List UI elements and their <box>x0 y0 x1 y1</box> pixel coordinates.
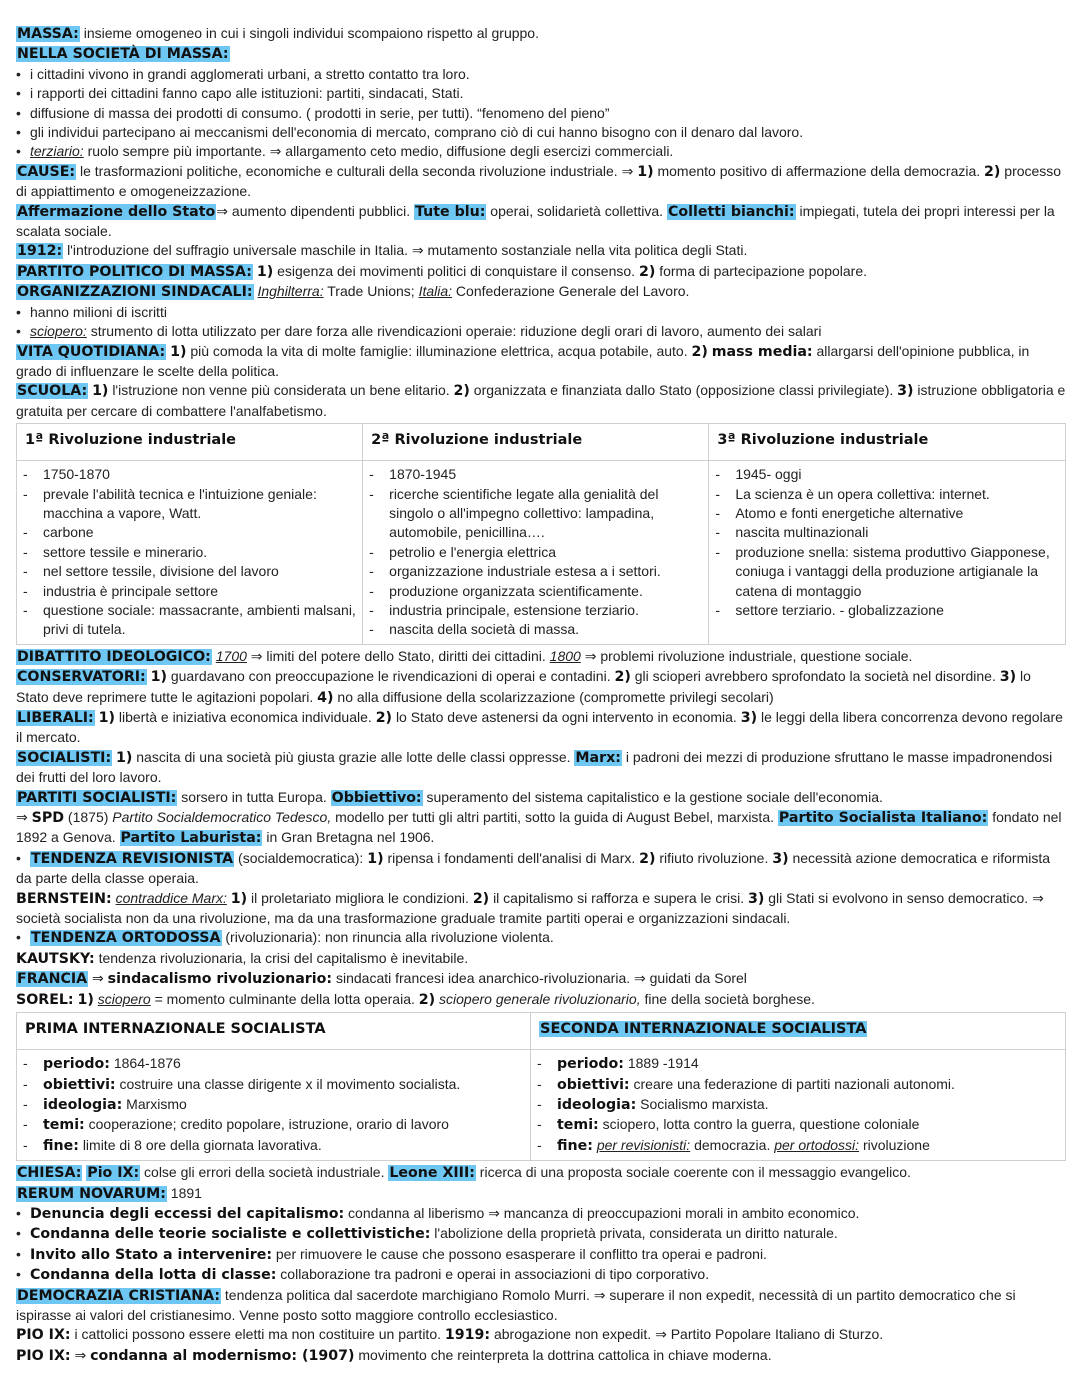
key: Condanna delle teorie socialiste e collettivistiche: <box>30 1226 431 1243</box>
header: SECONDA INTERNAZIONALE SOCIALISTA <box>540 1021 867 1038</box>
list-item: - questione sociale: massacrante, ambienti malsani, privi di tutela. <box>23 601 356 640</box>
text: i cittadini vivono in grandi agglomerati urbani, a stretto contatto tra loro. <box>30 65 470 82</box>
kw-kautsky: KAUTSKY: <box>16 950 95 967</box>
bullet <box>16 1204 1066 1224</box>
text: per rimuovere le cause che possono esasperare il conflitto tra operai e padroni. <box>275 1245 767 1262</box>
kw-spd: SPD <box>31 810 65 827</box>
num: 1) <box>367 850 384 867</box>
col-1 <box>17 1050 531 1161</box>
kw-conservatori: CONSERVATORI: <box>17 669 146 686</box>
num: 1) <box>77 991 94 1008</box>
bullet <box>16 1224 1066 1244</box>
text: strumento di lotta utilizzato per dare forza alle rivendicazioni operaie: riduzione degli orari di lavoro, aumento dei salari <box>90 323 822 340</box>
text: Trade Unions; <box>327 283 415 300</box>
kw-cause: CAUSE: <box>17 163 76 180</box>
key: fine: <box>43 1137 79 1154</box>
num: 4) <box>317 689 334 706</box>
text: ruolo sempre più importante. ⇒ allargamento ceto medio, diffusione degli esercizi commerciali. <box>87 143 674 160</box>
line-dibattito <box>16 647 1066 667</box>
key: temi: <box>557 1117 599 1134</box>
bullet <box>16 65 1066 84</box>
text: operai, solidarietà collettiva. <box>490 202 664 219</box>
key: ideologia: <box>557 1096 637 1113</box>
text: cooperazione; credito popolare, istruzione, orario di lavoro <box>88 1116 449 1133</box>
kw-tute-blu: Tute blu: <box>415 203 486 220</box>
text: hanno milioni di iscritti <box>30 303 167 320</box>
kw-nella-societa: NELLA SOCIETÀ DI MASSA: <box>17 46 229 63</box>
text: impiegati, tutela dei propri interessi per la scalata sociale. <box>16 202 1055 240</box>
list-item: - 1870-1945 <box>369 465 702 484</box>
text: guardavano con preoccupazione le rivendicazioni di operai e contadini. <box>170 668 611 685</box>
num: 2) <box>639 850 656 867</box>
bullet <box>16 303 1066 322</box>
bullet <box>16 84 1066 103</box>
line-bernstein <box>16 889 1066 929</box>
key: fine: <box>557 1137 593 1154</box>
text: rifiuto rivoluzione. <box>659 849 769 866</box>
header-cell <box>17 1013 531 1050</box>
kw-partito-socialista: Partito Socialista Italiano: <box>778 810 988 827</box>
bullet <box>16 123 1066 142</box>
bullet <box>16 1265 1066 1285</box>
list-item: - Atomo e fonti energetiche alternative <box>715 504 1059 523</box>
list-item: - industria è principale settore <box>23 582 356 601</box>
key: ideologia: <box>43 1096 123 1113</box>
num: 1) <box>98 710 115 726</box>
text: fine della società borghese. <box>644 990 815 1007</box>
list-item: - nascita della società di massa. <box>369 620 702 639</box>
list-item: - La scienza è un opera collettiva: internet. <box>715 485 1059 504</box>
list-item: - prevale l'abilità tecnica e l'intuizione geniale: macchina a vapore, Watt. <box>23 485 356 524</box>
kw-massa: MASSA: <box>17 26 79 42</box>
text: tendenza rivoluzionaria, la crisi del capitalismo è inevitabile. <box>98 949 469 966</box>
text: ⇒ limiti del potere dello Stato, diritti dei cittadini. <box>250 647 546 664</box>
bullet-ortodossa <box>16 928 1066 948</box>
line-spd <box>16 808 1066 849</box>
internazionali-table <box>16 1012 1066 1161</box>
kw-revisionista: TENDENZA REVISIONISTA <box>31 850 234 867</box>
line-massa <box>16 24 1066 44</box>
rivoluzioni-table <box>16 423 1066 645</box>
header-cell <box>17 424 363 461</box>
year: 1700 <box>215 647 247 664</box>
line-1912 <box>16 241 1066 261</box>
list-item: - settore terziario. - globalizzazione <box>715 601 1059 620</box>
num: 1) <box>230 890 248 907</box>
header: PRIMA INTERNAZIONALE SOCIALISTA <box>25 1021 326 1038</box>
text: esigenza dei movimenti politici di conquistare il consenso. <box>277 262 636 279</box>
kw-marx: Marx: <box>575 749 621 766</box>
num: 2) <box>614 669 631 686</box>
text: in Gran Bretagna nel 1906. <box>266 829 435 846</box>
text: gli scioperi avrebbero sprofondato la società nel disordine. <box>634 668 996 685</box>
bullet <box>16 1245 1066 1265</box>
line-partiti-socialisti <box>16 788 1066 808</box>
text: tendenza politica dal sacerdote marchigiano Romolo Murri. ⇒ superare il non expedit, necessità di un partito democratico che si ispirasse ai valori del cristianesimo. Venne posto sotto maggiore controllo ecclesiastico. <box>16 1286 1016 1323</box>
num: 3) <box>740 710 758 726</box>
text: diffusione di massa dei prodotti di consumo. ( prodotti in serie, per tutti). “fenomeno del pieno” <box>30 104 610 121</box>
text: le leggi della libera concorrenza devono regolare il mercato. <box>16 709 1063 746</box>
line-organizzazioni <box>16 282 1066 302</box>
num: 1) <box>92 383 109 400</box>
list-item <box>537 1075 1059 1095</box>
text: processo di appiattimento e omogeneizzazione. <box>16 162 1062 200</box>
text: libertà e iniziativa economica individuale. <box>118 709 372 725</box>
text: insieme omogeneo in cui i singoli individui scompaiono rispetto al gruppo. <box>83 25 539 41</box>
col-1 <box>17 461 363 645</box>
list-item <box>537 1115 1059 1135</box>
num: 1) <box>256 263 274 280</box>
line-pio1 <box>16 1325 1066 1345</box>
text: Socialismo marxista. <box>640 1095 769 1112</box>
bullet-terziario <box>16 142 1066 161</box>
num: 2) <box>418 991 436 1008</box>
kw-1919: 1919: <box>444 1327 491 1344</box>
text: lo Stato deve reprimere tutte le agitazioni popolari. <box>16 668 1031 705</box>
kw-organizzazioni: ORGANIZZAZIONI SINDACALI: <box>17 284 253 301</box>
key: obiettivi: <box>43 1076 116 1093</box>
text: ricerca di una proposta sociale coerente con il messaggio evangelico. <box>479 1164 911 1181</box>
kw-bernstein: BERNSTEIN: <box>16 890 112 907</box>
text: gli Stati si evolvono in senso democratico. ⇒ società socialista non da una rivoluzione, ma da una trasformazione graduale tramite partiti operai e organizzazioni sindacali. <box>16 889 1044 927</box>
kw-partito-politico: PARTITO POLITICO DI MASSA: <box>17 263 252 280</box>
list-item <box>23 1075 524 1095</box>
bullet-revisionista <box>16 849 1066 889</box>
text: creare una federazione di partiti nazionali autonomi. <box>633 1075 955 1092</box>
key: obiettivi: <box>557 1076 630 1093</box>
text: Marxismo <box>126 1095 187 1112</box>
kw-sindacalismo: sindacalismo rivoluzionario: <box>107 971 333 988</box>
list-item <box>23 1095 524 1115</box>
list-item: - organizzazione industriale estesa a i settori. <box>369 562 702 581</box>
text: ⇒ problemi rivoluzione industriale, questione sociale. <box>584 647 913 664</box>
text: sorsero in tutta Europa. <box>181 788 327 805</box>
kw-dibattito: DIBATTITO IDEOLOGICO: <box>17 648 211 665</box>
line-cause <box>16 162 1066 202</box>
col-3 <box>709 461 1066 645</box>
key: Condanna della lotta di classe: <box>30 1267 277 1284</box>
kw-liberali: LIBERALI: <box>17 710 94 726</box>
list-item <box>537 1136 1059 1156</box>
bullet <box>16 104 1066 123</box>
line-conservatori <box>16 667 1066 708</box>
text: momento positivo di affermazione della democrazia. <box>657 162 981 179</box>
line-scuola <box>16 381 1066 421</box>
line-francia <box>16 969 1066 989</box>
kw-sciopero: sciopero: <box>30 323 87 340</box>
text: allargarsi dell'opinione pubblica, in grado di influenzare le scelte della politica. <box>16 342 1030 379</box>
kw-1912: 1912: <box>17 243 63 260</box>
kw-rerum-novarum: RERUM NOVARUM: <box>17 1185 166 1202</box>
header-cell <box>531 1013 1066 1050</box>
list-item: - 1945- oggi <box>715 465 1059 484</box>
line-pio2 <box>16 1346 1066 1366</box>
line-liberali <box>16 708 1066 748</box>
text: il capitalismo si rafforza e supera le crisi. <box>493 889 745 906</box>
key: temi: <box>43 1117 85 1134</box>
list-item <box>23 1054 524 1074</box>
text: gli individui partecipano ai meccanismi dell'economia di mercato, comprano ciò di cui hanno bisogno con il denaro dal lavoro. <box>30 124 804 141</box>
num: 2) <box>691 343 708 360</box>
header-cell <box>363 424 709 461</box>
line-chiesa <box>16 1163 1066 1183</box>
kw-modernismo: condanna al modernismo: (1907) <box>90 1347 355 1364</box>
text: democrazia. <box>694 1136 771 1153</box>
text: l'introduzione del suffragio universale maschile in Italia. ⇒ mutamento sostanziale nella vita politica degli Stati. <box>67 242 748 259</box>
text: colse gli errori della società industriale. <box>144 1164 385 1181</box>
list-item: - 1750-1870 <box>23 465 356 484</box>
line-affermazione <box>16 202 1066 242</box>
header-cell <box>709 424 1066 461</box>
text: sciopero generale rivoluzionario, <box>439 990 641 1007</box>
kw-pio-ix: PIO IX: <box>16 1327 71 1344</box>
text: fondato nel 1892 a Genova. <box>16 809 1062 846</box>
text: l'istruzione non venne più considerata un bene elitario. <box>112 382 450 399</box>
key: periodo: <box>557 1056 624 1073</box>
num: 2) <box>375 710 393 726</box>
bullet-sciopero <box>16 322 1066 341</box>
list-item: - petrolio e l'energia elettrica <box>369 543 702 562</box>
num: 3) <box>897 383 914 400</box>
key: Denuncia degli eccessi del capitalismo: <box>30 1205 345 1222</box>
notes-page <box>16 24 1066 1366</box>
text: sindacati francesi idea anarchico-rivoluzionaria. ⇒ guidati da Sorel <box>335 970 747 987</box>
col-2 <box>363 461 709 645</box>
key: periodo: <box>43 1056 110 1073</box>
text: ripensa i fondamenti dell'analisi di Marx. <box>387 849 636 866</box>
text: lo Stato deve astenersi da ogni intervento in economia. <box>395 709 737 725</box>
text: per ortodossi: <box>774 1136 860 1153</box>
header: 1ª Rivoluzione industriale <box>25 432 237 449</box>
text: no alla diffusione della scolarizzazione (compromette privilegi secolari) <box>337 688 774 705</box>
kw-vita-quotidiana: VITA QUOTIDIANA: <box>17 343 166 360</box>
text: sciopero, lotta contro la guerra, questione coloniale <box>602 1116 920 1133</box>
text: i cattolici possono essere eletti ma non costituire un partito. <box>74 1326 441 1343</box>
key: Invito allo Stato a intervenire: <box>30 1246 272 1263</box>
kw-terziario: terziario: <box>30 143 84 160</box>
text: i rapporti dei cittadini fanno capo alle istituzioni: partiti, sindacati, Stati. <box>30 85 464 102</box>
arrow-icon: ⇒ <box>16 810 28 827</box>
num: 2) <box>638 263 656 280</box>
text: il proletariato migliora le condizioni. <box>251 889 469 906</box>
list-item: - nel settore tessile, divisione del lavoro <box>23 562 356 581</box>
text: costruire una classe dirigente x il movimento socialista. <box>119 1075 461 1092</box>
text: le trasformazioni politiche, economiche e culturali della seconda rivoluzione industriale. ⇒ <box>79 162 634 179</box>
list-item <box>23 1115 524 1135</box>
num: 1) <box>170 343 187 360</box>
line-vita <box>16 342 1066 382</box>
num: 1) <box>637 163 654 180</box>
year: 1800 <box>549 647 581 664</box>
kw-francia: FRANCIA <box>17 971 88 988</box>
kw-democrazia-cristiana: DEMOCRAZIA CRISTIANA: <box>17 1287 221 1304</box>
kw-sciopero: sciopero <box>97 990 151 1007</box>
kw-socialisti: SOCIALISTI: <box>17 749 112 766</box>
kw-sorel: SOREL: <box>16 991 74 1008</box>
text: limite di 8 ore della giornata lavorativa. <box>82 1136 322 1153</box>
kw-obbiettivo: Obbiettivo: <box>331 789 422 806</box>
line-kautsky <box>16 949 1066 969</box>
list-item: - produzione snella: sistema produttivo Giapponese, coniuga i vantaggi della produzione artigianale la catena di montaggio <box>715 543 1059 601</box>
line-nella <box>16 44 1066 64</box>
text: (rivoluzionaria): non rinuncia alla rivoluzione violenta. <box>225 929 554 946</box>
kw-partito-laburista: Partito Laburista: <box>120 830 262 847</box>
kw-partiti-socialisti: PARTITI SOCIALISTI: <box>17 789 177 806</box>
text: rivoluzione <box>862 1136 930 1153</box>
arrow-icon: ⇒ <box>92 971 104 988</box>
num: 3) <box>999 669 1017 686</box>
kw-affermazione: Affermazione dello Stato <box>17 203 216 220</box>
text: movimento che reinterpreta la dottrina cattolica in chiave moderna. <box>358 1346 772 1363</box>
text: 1891 <box>170 1184 202 1201</box>
line-partito <box>16 262 1066 282</box>
text: organizzata e finanziata dallo Stato (opposizione classi privilegiate). <box>473 382 894 399</box>
kw-chiesa: CHIESA: <box>17 1165 82 1182</box>
list-item <box>537 1095 1059 1115</box>
list-item: - nascita multinazionali <box>715 523 1059 542</box>
text: (socialdemocratica): <box>238 849 364 866</box>
kw-leone-xiii: Leone XIII: <box>389 1165 475 1182</box>
kw-ortodossa: TENDENZA ORTODOSSA <box>31 930 221 947</box>
kw-inghilterra: Inghilterra: <box>257 283 324 300</box>
num: 1) <box>150 669 167 686</box>
text: condanna al liberismo ⇒ mancanza di preoccupazioni morali in ambito economico. <box>348 1204 860 1221</box>
header: 2ª Rivoluzione industriale <box>371 432 583 449</box>
text: più comoda la vita di molte famiglie: illuminazione elettrica, acqua potabile, auto. <box>190 342 688 359</box>
text: i padroni dei mezzi di produzione sfruttano le masse impadronendosi dei frutti del loro lavoro. <box>16 748 1053 786</box>
list-item: - ricerche scientifiche legate alla genialità del singolo o all'impegno collettivo: lampadina, automobile, penicillina…. <box>369 485 702 543</box>
list-item <box>23 1136 524 1156</box>
list-item: - industria principale, estensione terziario. <box>369 601 702 620</box>
text: modello per tutti gli altri partiti, sotto la guida di August Bebel, marxista. <box>335 809 774 826</box>
text: abrogazione non expedit. ⇒ Partito Popolare Italiano di Sturzo. <box>493 1326 884 1343</box>
num: 1) <box>116 749 133 766</box>
kw-scuola: SCUOLA: <box>17 383 88 400</box>
text: Confederazione Generale del Lavoro. <box>455 283 690 300</box>
kw-colletti-bianchi: Colletti bianchi: <box>667 203 795 220</box>
kw-pio-ix: PIO IX: <box>16 1347 71 1364</box>
list-item: - carbone <box>23 523 356 542</box>
arrow-icon: ⇒ <box>74 1347 87 1364</box>
list-item: - produzione organizzata scientificamente. <box>369 582 702 601</box>
kw-italia: Italia: <box>418 283 453 300</box>
text: forma di partecipazione popolare. <box>659 262 867 279</box>
text: = momento culminante della lotta operaia. <box>154 990 415 1007</box>
text: Partito Socialdemocratico Tedesco, <box>112 809 332 826</box>
text: (1875) <box>67 809 109 826</box>
num: 2) <box>472 890 490 907</box>
list-item <box>537 1054 1059 1074</box>
kw-contraddice: contraddice Marx: <box>115 889 227 906</box>
text: istruzione obbligatoria e gratuita per cercare di combattere l'analfabetismo. <box>16 382 1066 419</box>
num: 3) <box>772 850 789 867</box>
text: l'abolizione della proprietà privata, considerata un diritto naturale. <box>434 1225 838 1242</box>
text: superamento del sistema capitalistico e la gestione sociale dell'economia. <box>426 788 883 805</box>
col-2 <box>531 1050 1066 1161</box>
line-dc <box>16 1286 1066 1326</box>
num: 2) <box>453 383 470 400</box>
line-sorel <box>16 990 1066 1010</box>
kw-pio-ix: Pio IX: <box>87 1165 140 1182</box>
text: 1889 -1914 <box>627 1055 699 1072</box>
list-item: - settore tessile e minerario. <box>23 543 356 562</box>
header: 3ª Rivoluzione industriale <box>717 432 929 449</box>
text: necessità azione democratica e riformista da parte della classe operaia. <box>16 849 1051 887</box>
num: 3) <box>748 890 765 907</box>
line-rerum <box>16 1184 1066 1204</box>
text: nascita di una società più giusta grazie alle lotte delle classi oppresse. <box>136 748 571 765</box>
text: collaborazione tra padroni e operai in associazioni di tipo corporativo. <box>280 1266 710 1283</box>
line-socialisti <box>16 748 1066 788</box>
text: ⇒ aumento dipendenti pubblici. <box>216 202 411 219</box>
kw-mass-media: mass media: <box>711 343 813 360</box>
text: 1864-1876 <box>113 1055 181 1072</box>
num: 2) <box>984 163 1001 180</box>
text: per revisionisti: <box>596 1136 691 1153</box>
